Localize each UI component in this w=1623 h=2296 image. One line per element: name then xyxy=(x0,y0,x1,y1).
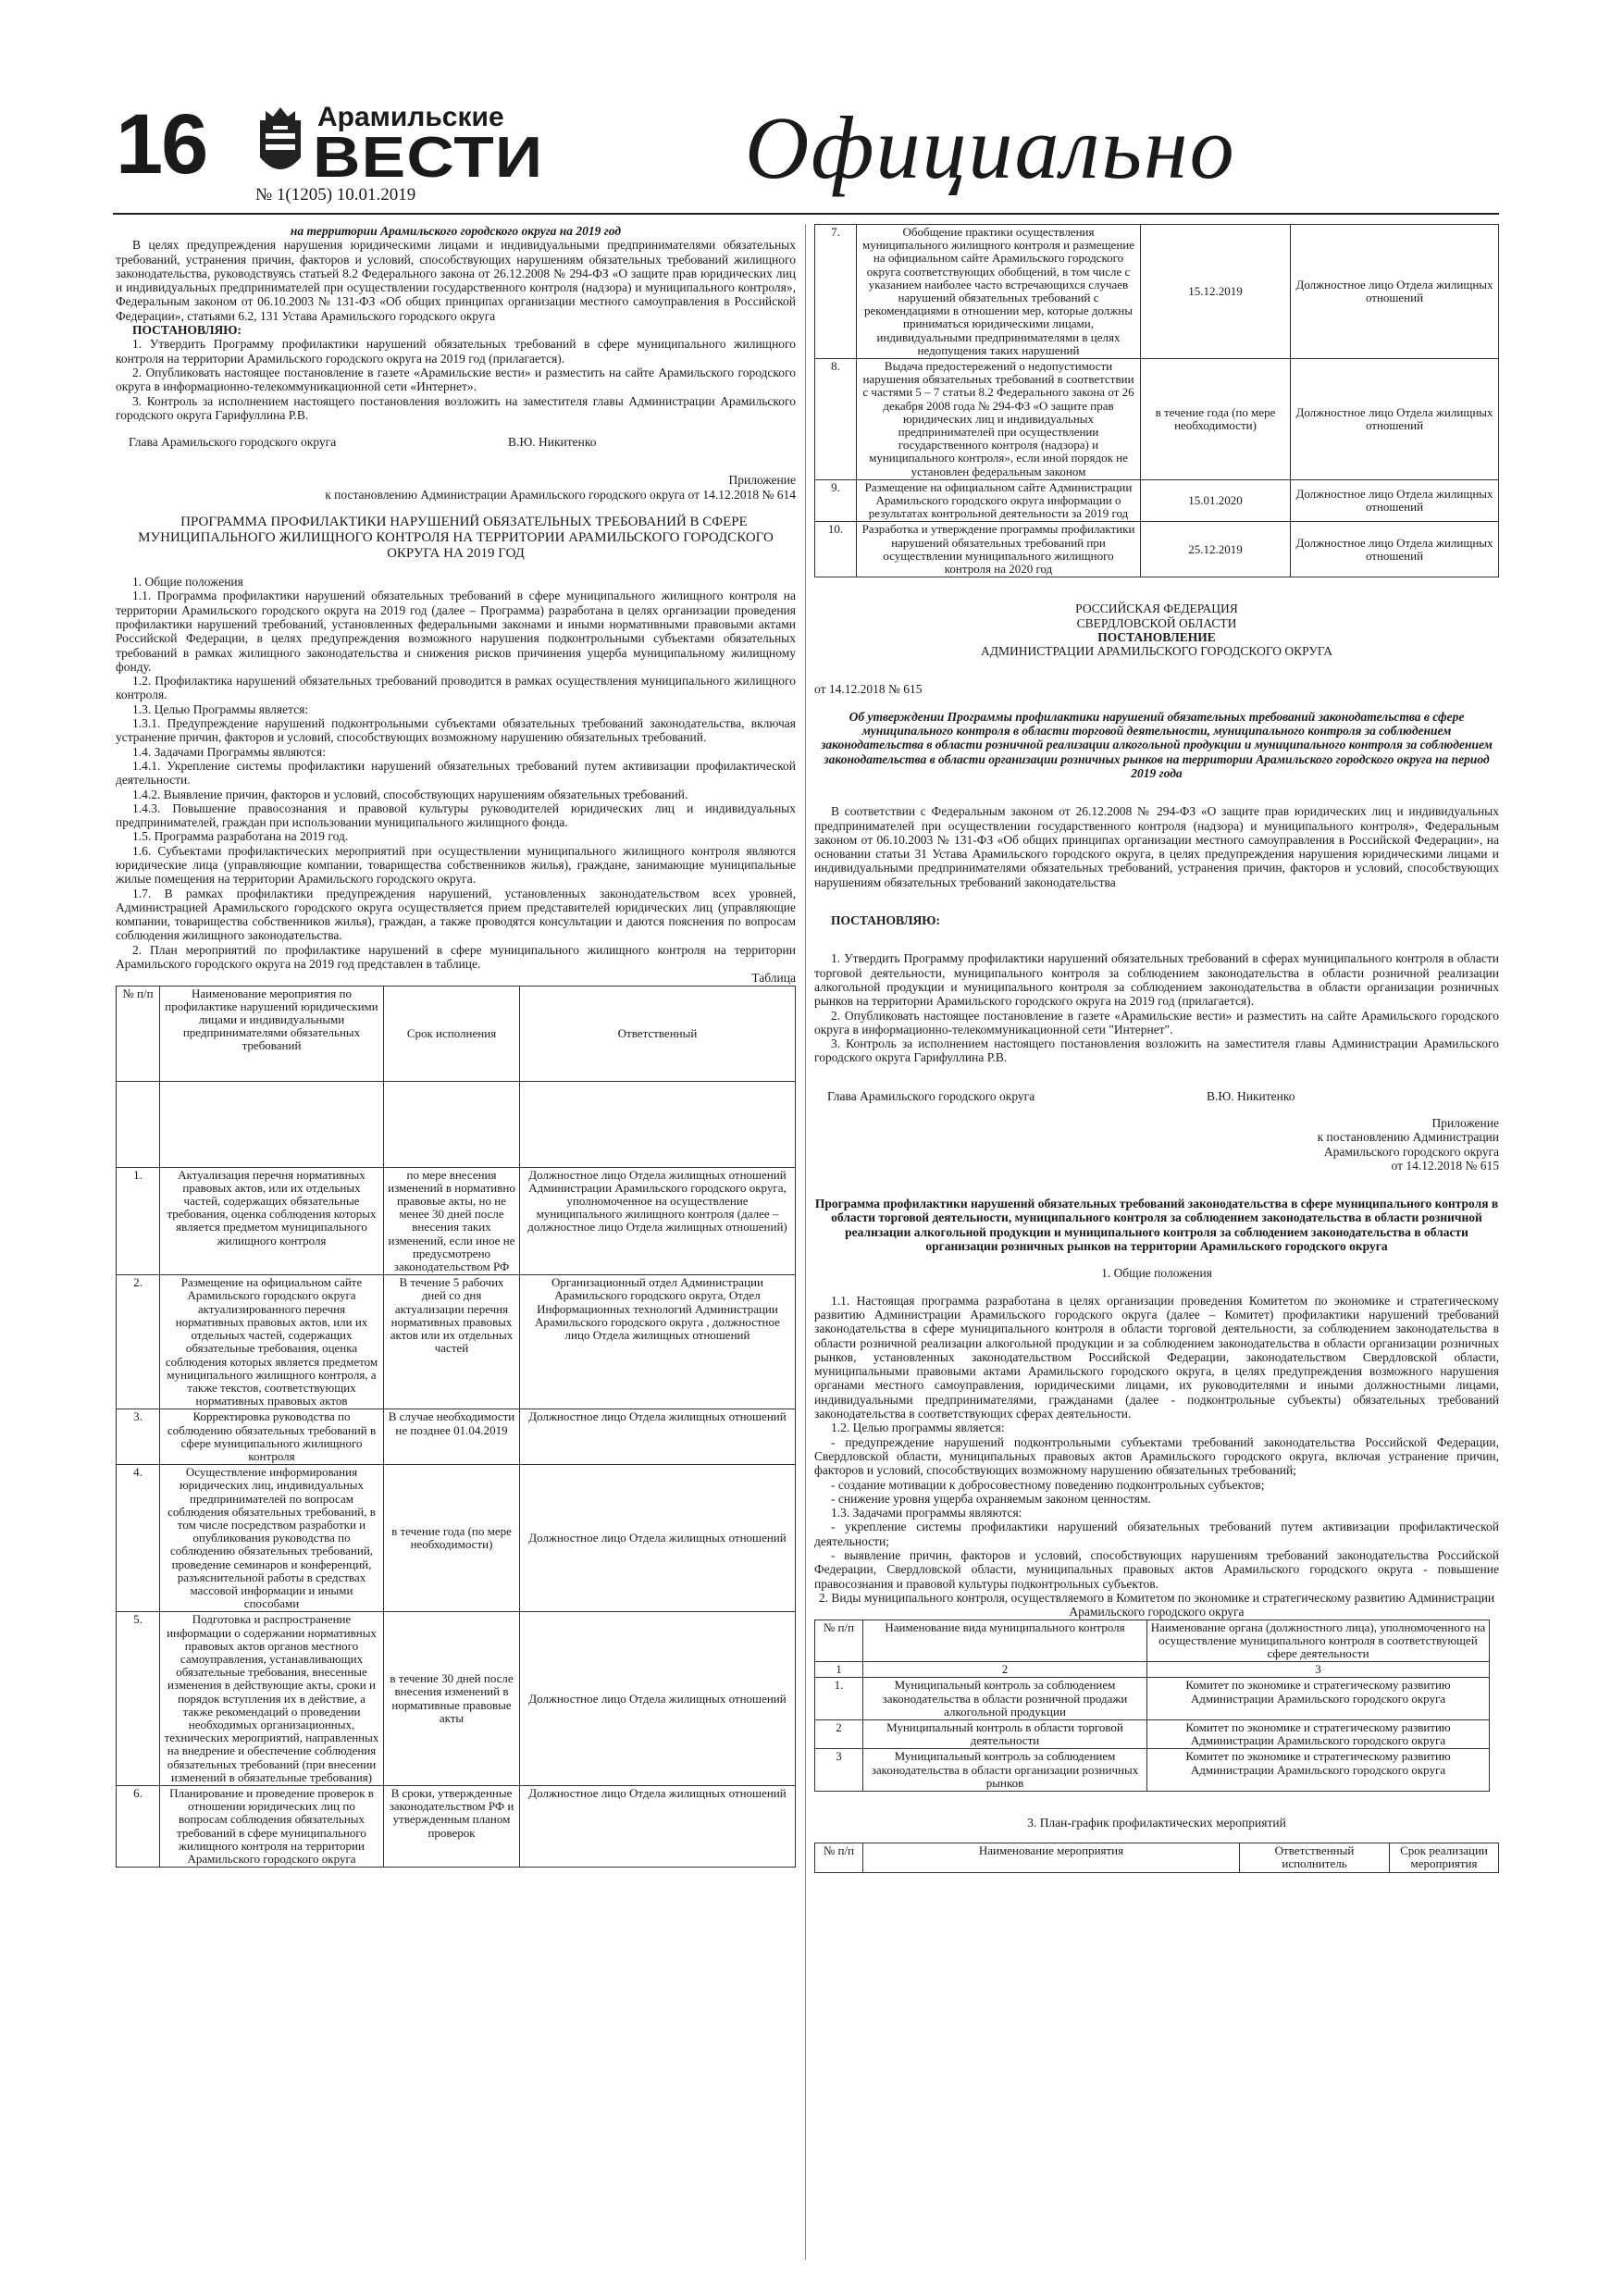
table-cell: Корректировка руководства по соблюдению обязательных требований в сфере муниципального жилищного контроля xyxy=(160,1409,384,1465)
intro-body: В целях предупреждения нарушения юридическими лицами и индивидуальными предпринимателями обязательных требований, устранения причин, факторов и условий, способствующих нарушениям обязательных требований жилищного законодательства, руководствуясь статьей 8.2 Федерального закона от 26.12.2008 № 294-ФЗ «О защите прав юридических лиц и индивидуальных предпринимателей при осуществлении государственного контроля (надзора) и муниципального контроля», Федеральным законом от 06.10.2003 № 131-ФЗ «Об общих принципах организации местного самоуправления в Российской Федерации», статьями 6.2, 131 Устава Арамильского городского округа xyxy=(116,238,796,323)
table-cell: В течение 5 рабочих дней со дня актуализации перечня нормативных правовых актов или их отдельных частей xyxy=(384,1275,520,1409)
table-cell: 4. xyxy=(117,1465,160,1612)
table-cell: в течение года (по мере необходимости) xyxy=(384,1465,520,1612)
table-cell: Должностное лицо Отдела жилищных отношений xyxy=(520,1409,796,1465)
paragraph: 1.4. Задачами Программы являются: xyxy=(132,744,326,759)
paragraph: 1.6. Субъектами профилактических мероприятий при осуществлении муниципального жилищного контроля являются юридические лица (управляющие компании, товарищества собственников жилья), граждане, занимающие муниципальные жилые помещения на территории Арамильского городского округа. xyxy=(116,843,796,887)
table-header: Ответственный исполнитель xyxy=(1240,1843,1390,1872)
measures-table xyxy=(116,986,796,1868)
table-cell: Муниципальный контроль за соблюдением законодательства в области организации розничных рынков xyxy=(863,1749,1147,1792)
table-cell: 2 xyxy=(863,1662,1147,1678)
signature-line xyxy=(116,435,796,449)
coat-of-arms-icon xyxy=(253,104,308,183)
sign-position: Глава Арамильского городского округа xyxy=(129,435,337,450)
table-cell: Комитет по экономике и стратегическому развитию Администрации Арамильского городского округа xyxy=(1147,1749,1490,1792)
control-kinds-table xyxy=(814,1620,1490,1792)
table-cell: Должностное лицо Отдела жилищных отношений xyxy=(1291,359,1499,480)
annex-label: Приложение xyxy=(1431,1116,1499,1130)
table-cell: Разработка и утверждение программы профилактики нарушений обязательных требований при осуществлении муниципального жилищного контроля на 2020 год xyxy=(857,522,1141,577)
paragraph: 1.4.3. Повышение правосознания и правовой культуры руководителей юридических лиц и индивидуальных предпринимателей, граждан при использовании муниципального жилищного фонда. xyxy=(116,800,796,830)
doc-title: Об утверждении Программы профилактики нарушений обязательных требований законодательства в сфере муниципального контроля в области торговой деятельности, муниципального контроля за соблюдением законодательства в области розничной реализации алкогольной продукции и муниципального контроля за соблюдением законодательства в области организации розничных рынков на территории Арамильского городского округа на период 2019 года xyxy=(821,709,1493,780)
signature-line xyxy=(814,1089,1499,1103)
table-row xyxy=(117,1275,796,1409)
table-cell: 5. xyxy=(117,1612,160,1786)
table-cell: Должностное лицо Отдела жилищных отношений Администрации Арамильского городского округа, уполномоченное на осуществление муниципального жилищного контроля (далее – должностное лицо Отдела жилищных отношений) xyxy=(520,1167,796,1275)
decree-item: 2. Опубликовать настоящее постановление в газете «Арамильские вести» и разместить на сайте Арамильского городского округа в информационно-телекоммуникационной сети «Интернет». xyxy=(116,365,796,394)
table-row xyxy=(117,1612,796,1786)
table-row xyxy=(117,1081,796,1167)
paragraph: 1.2. Целью программы является: xyxy=(831,1421,1005,1435)
table-cell: 15.12.2019 xyxy=(1141,225,1291,359)
table-cell: В случае необходимости не позднее 01.04.2019 xyxy=(384,1409,520,1465)
table-cell: Комитет по экономике и стратегическому развитию Администрации Арамильского городского округа xyxy=(1147,1678,1490,1720)
paragraph: - укрепление системы профилактики нарушений обязательных требований путем активизации профилактической деятельности; xyxy=(814,1520,1499,1548)
plan-title: 3. План-график профилактических мероприятий xyxy=(1027,1815,1286,1830)
section-heading: 1. Общие положения xyxy=(1101,1266,1212,1281)
paragraph: 2. Виды муниципального контроля, осуществляемого в Комитетом по экономике и стратегическому развитию Администрации Арамильского городского округа xyxy=(818,1590,1495,1620)
paragraph: - предупреждение нарушений подконтрольными субъектами требований законодательства Российской Федерации, Свердловской области, муниципальных правовых актов Арамильского городского округа, включая устранение причин, факторов и условий, способствующих возможному нарушению обязательных требований; xyxy=(814,1434,1499,1478)
annex-ref: к постановлению Администрации Арамильского городского округа от 14.12.2018 № 614 xyxy=(325,487,796,502)
table-row xyxy=(815,1719,1490,1748)
table-row xyxy=(117,1167,796,1275)
page-number: 16 xyxy=(116,97,207,192)
table-label: Таблица xyxy=(751,971,796,986)
authority: АДМИНИСТРАЦИИ АРАМИЛЬСКОГО ГОРОДСКОГО ОКРУГА xyxy=(981,644,1332,659)
table-cell: Должностное лицо Отдела жилищных отношений xyxy=(520,1786,796,1868)
table-row xyxy=(117,1409,796,1465)
paragraph: 1.4.1. Укрепление системы профилактики нарушений обязательных требований путем активизации профилактической деятельности. xyxy=(116,758,796,788)
table-header: Наименование органа (должностного лица), уполномоченного на осуществление муниципального контроля в соответствующей сфере деятельности xyxy=(1147,1620,1490,1662)
decree-item: 2. Опубликовать настоящее постановление в газете «Арамильские вести» и разместить на сайте Арамильского городского округа в информационно-телекоммуникационной сети "Интернет". xyxy=(814,1008,1499,1036)
table-cell: Должностное лицо Отдела жилищных отношений xyxy=(1291,225,1499,359)
table-cell: Размещение на официальном сайте Администрации Арамильского городского округа информации о результатах контрольной деятельности за 2019 год xyxy=(857,479,1141,522)
paper-name: ВЕСТИ xyxy=(313,126,544,190)
table-cell: Муниципальный контроль за соблюдением законодательства в области розничной продажи алкогольной продукции xyxy=(863,1678,1147,1720)
table-cell: в течение года (по мере необходимости) xyxy=(1141,359,1291,480)
table-cell: Выдача предостережений о недопустимости нарушения обязательных требований в соответствии с частями 5 – 7 статьи 8.2 Федерального закона от 26 декабря 2008 года № 294-ФЗ «О защите прав юридических лиц и индивидуальных предпринимателей при осуществлении государственного контроля (надзора) и муниципального контроля», если иной порядок не установлен федеральным законом xyxy=(857,359,1141,480)
paragraph: - выявление причин, факторов и условий, способствующих нарушениям требований законодательства Российской Федерации, Свердловской области, муниципальных правовых актов Арамильского городского округа - повышение правосознания и правовой культуры подконтрольных субъектов. xyxy=(814,1548,1499,1591)
table-cell: 25.12.2019 xyxy=(1141,522,1291,577)
sign-position: Глава Арамильского городского округа xyxy=(827,1088,1035,1103)
decree-word: ПОСТАНОВЛЯЮ: xyxy=(132,323,242,338)
table-cell: Организационный отдел Администрации Арамильского городского округа, Отдел Информационных технологий Администрации Арамильского городского округа , должностное лицо Отдела жилищных отношений xyxy=(520,1275,796,1409)
measures-table-continued xyxy=(814,224,1499,577)
program-body xyxy=(814,1294,1499,1620)
table-header: Наименование вида муниципального контроля xyxy=(863,1620,1147,1662)
table-row xyxy=(117,1465,796,1612)
paragraph: 1.3.1. Предупреждение нарушений подконтрольными субъектами обязательных требований законодательства, включая устранение причин, факторов и условий, способствующих возможному нарушению обязательных требований. xyxy=(116,716,796,745)
paragraph: - создание мотивации к добросовестному поведению подконтрольных субъектов; xyxy=(831,1477,1265,1492)
table-header: Наименование мероприятия xyxy=(863,1843,1240,1872)
table-cell: 6. xyxy=(117,1786,160,1868)
program-title: Программа профилактики нарушений обязательных требований законодательства в сфере муниципального контроля в области торговой деятельности, муниципального контроля за соблюдением законодательства в области розничной реализации алкогольной продукции и муниципального контроля за соблюдением законодательства в области организации розничных рынков на территории Арамильского городского округа xyxy=(814,1197,1499,1254)
table-row xyxy=(815,479,1499,522)
table-cell: по мере внесения изменений в нормативно правовые акты, но не менее 30 дней после внесения таких изменений, если иное не предусмотрено законодательством РФ xyxy=(384,1167,520,1275)
decree-word: ПОСТАНОВЛЯЮ: xyxy=(831,913,940,928)
table-cell: Подготовка и распространение информации о содержании нормативных правовых актов органов местного самоуправления, устанавливающих обязательные требования, внесенные изменения в действующие акты, сроки и порядок вступления их в действие, а также рекомендаций о проведении необходимых организационных, технических мероприятий, направленных на внедрение и обеспечение соблюдения обязательных требований (при внесении изменений в обязательные требования) xyxy=(160,1612,384,1786)
paper-name-small: Арамильские xyxy=(317,102,504,132)
table-cell xyxy=(160,1081,384,1167)
table-cell: Должностное лицо Отдела жилищных отношений xyxy=(1291,479,1499,522)
table-cell: 2. xyxy=(117,1275,160,1409)
table-cell xyxy=(117,1081,160,1167)
table-cell: 10. xyxy=(815,522,857,577)
annex-line: от 14.12.2018 № 615 xyxy=(1391,1158,1499,1173)
date-number: от 14.12.2018 № 615 xyxy=(814,682,923,697)
decree-item: 3. Контроль за исполнением настоящего постановления возложить на заместителя главы Администрации Арамильского городского округа Гарифуллина Р.В. xyxy=(814,1036,1499,1065)
table-header: Наименование мероприятия по профилактике нарушений юридическими лицами и индивидуальными предпринимателями обязательных требований xyxy=(160,986,384,1081)
decree-item: 1. Утвердить Программу профилактики нарушений обязательных требований в сферах муниципального контроля в области торговой деятельности, муниципального контроля за соблюдением законодательства в области розничной реализации алкогольной продукции и муниципального контроля за соблюдением законодательства в области организации розничных рынков на территории Арамильского городского округа на 2019 год (прилагается). xyxy=(814,951,1499,1009)
header-rule xyxy=(113,213,1499,215)
paragraph: 1.7. В рамках профилактики предупреждения нарушений, установленных законодательством всех уровней, Администрацией Арамильского городского округа осуществляется прием представителей юридических лиц (управляющие компании, товарищества собственников жилья), граждан, а также проводятся консультации и даются пояснения по вопросам соблюдения жилищного законодательства. xyxy=(116,886,796,943)
table-cell: Должностное лицо Отдела жилищных отношений xyxy=(520,1612,796,1786)
paragraph: 2. План мероприятий по профилактике нарушений в сфере муниципального жилищного контроля на территории Арамильского городского округа на 2019 год представлен в таблице. xyxy=(116,942,796,972)
table-cell: 3 xyxy=(1147,1662,1490,1678)
column-divider xyxy=(805,224,806,2260)
plan-table xyxy=(814,1843,1499,1872)
preamble: В соответствии с Федеральным законом от 26.12.2008 № 294-ФЗ «О защите прав юридических лиц и индивидуальных предпринимателей при осуществлении государственного контроля (надзора) и муниципального контроля», Федеральным законом от 06.10.2003 № 131-ФЗ «Об общих принципах организации местного самоуправления в Российской Федерации», на основании статьи 31 Устава Арамильского городского округа, в целях предупреждения нарушения юридическими лицами и индивидуальными предпринимателями обязательных требований, устранения причин, факторов и условий, способствующих нарушениям обязательных требований законодательства xyxy=(814,804,1499,889)
table-cell: 1 xyxy=(815,1662,863,1678)
paragraph: 1.1. Настоящая программа разработана в целях организации проведения Комитетом по экономике и стратегическому развитию Администрации Арамильского городского округа (далее – Комитет) профилактики нарушений требований законодательства в сфере муниципального контроля в области торговой деятельности, за соблюдением законодательства в области розничной реализации алкогольной продукции и за соблюдением законодательства в области организации розничных рынков, установленных законодательством Российской Федерации, законодательством Свердловской области, муниципальными правовыми актами Арамильского городского округа, в целях предупреждения возможного нарушения органами местного самоуправления, юридическими лицами, их руководителями и иными должностными лицами, индивидуальными предпринимателями, гражданами (далее - подконтрольные субъекты) обязательных требований законодательства в соответствующих сферах деятельности. xyxy=(814,1293,1499,1421)
table-header: № п/п xyxy=(815,1843,863,1872)
table-cell: 15.01.2020 xyxy=(1141,479,1291,522)
paragraph: 1. Общие положения xyxy=(132,575,243,590)
decree-item: 3. Контроль за исполнением настоящего постановления возложить на заместителя главы Администрации Арамильского городского округа Гарифуллина Р.В. xyxy=(116,393,796,422)
table-row xyxy=(815,1678,1490,1720)
left-column xyxy=(116,224,796,1868)
table-cell: в течение 30 дней после внесения изменений в нормативные правовые акты xyxy=(384,1612,520,1786)
table-cell: Комитет по экономике и стратегическому развитию Администрации Арамильского городского округа xyxy=(1147,1719,1490,1748)
paragraph: 1.3. Целью Программы является: xyxy=(132,701,309,716)
table-cell xyxy=(384,1081,520,1167)
right-column xyxy=(814,224,1499,1873)
table-row xyxy=(815,522,1499,577)
table-cell: Муниципальный контроль в области торговой деятельности xyxy=(863,1719,1147,1748)
paragraph: 1.1. Программа профилактики нарушений обязательных требований в сфере муниципального жилищного контроля на территории Арамильского городского округа на 2019 год (далее – Программа) разработана в целях организации проведения профилактики нарушений требований, установленных федеральными законами и иными нормативными правовыми актами Российской Федерации, в целях предупреждения возможного нарушения подконтрольными субъектами обязательных требований в рамках жилищного законодательства и снижения рисков причинения ущерба муниципальному жилищному фонду. xyxy=(116,589,796,674)
table-row xyxy=(815,359,1499,480)
table-cell: Должностное лицо Отдела жилищных отношений xyxy=(520,1465,796,1612)
table-header: Срок реализации мероприятия xyxy=(1390,1843,1499,1872)
table-header-row xyxy=(815,1843,1499,1872)
table-row xyxy=(815,225,1499,359)
table-header: № п/п xyxy=(815,1620,863,1662)
table-cell: 1. xyxy=(815,1678,863,1720)
program-body xyxy=(116,575,796,971)
table-cell: Размещение на официальном сайте Арамильского городского округа актуализированного перечня нормативных правовых актов, или их отдельных частей, содержащих обязательные требования, оценка соблюдения которых является предметом муниципального жилищного контроля, а также текстов, соответствующих нормативных правовых актов xyxy=(160,1275,384,1409)
table-header: Срок исполнения xyxy=(384,986,520,1081)
table-row xyxy=(117,1786,796,1868)
paragraph: 1.4.2. Выявление причин, факторов и условий, способствующих нарушениям обязательных требований. xyxy=(132,787,688,801)
table-cell: 8. xyxy=(815,359,857,480)
doc-type: ПОСТАНОВЛЕНИЕ xyxy=(1097,629,1216,644)
table-header-row xyxy=(117,986,796,1081)
annex-line: Арамильского городского округа xyxy=(1323,1144,1499,1159)
table-row xyxy=(815,1749,1490,1792)
section-title: Официально xyxy=(745,98,1236,197)
table-cell xyxy=(520,1081,796,1167)
table-cell: Должностное лицо Отдела жилищных отношений xyxy=(1291,522,1499,577)
table-cell: В сроки, утвержденные законодательством РФ и утвержденным планом проверок xyxy=(384,1786,520,1868)
decree-item: 1. Утвердить Программу профилактики нарушений обязательных требований в сфере муниципального жилищного контроля на территории Арамильского городского округа на 2019 год (прилагается). xyxy=(116,337,796,366)
region: СВЕРДЛОВСКОЙ ОБЛАСТИ xyxy=(1076,615,1237,630)
table-cell: Планирование и проведение проверок в отношении юридических лиц по вопросам соблюдения обязательных требований в сфере муниципального жилищного контроля на территории Арамильского городского округа xyxy=(160,1786,384,1868)
table-cell: 2 xyxy=(815,1719,863,1748)
table-cell: Актуализация перечня нормативных правовых актов, или их отдельных частей, содержащих обязательные требования, оценка соблюдения которых является предметом муниципального жилищного контроля xyxy=(160,1167,384,1275)
paragraph: - снижение уровня ущерба охраняемым законом ценностям. xyxy=(831,1491,1151,1506)
country: РОССИЙСКАЯ ФЕДЕРАЦИЯ xyxy=(1075,602,1238,616)
paragraph: 1.3. Задачами программы являются: xyxy=(831,1506,1022,1520)
table-cell: 1. xyxy=(117,1167,160,1275)
page-header xyxy=(0,0,1623,222)
sign-name: В.Ю. Никитенко xyxy=(508,435,597,450)
issue-number: № 1(1205) 10.01.2019 xyxy=(255,185,416,205)
table-header: № п/п xyxy=(117,986,160,1081)
table-header-row xyxy=(815,1620,1490,1662)
table-cell: 3. xyxy=(117,1409,160,1465)
intro-title: на территории Арамильского городского округа на 2019 год xyxy=(290,224,622,238)
paragraph: 1.2. Профилактика нарушений обязательных требований проводится в рамках осуществления муниципального жилищного контроля. xyxy=(116,674,796,702)
annex-line: к постановлению Администрации xyxy=(1317,1130,1499,1145)
table-cell: 3 xyxy=(815,1749,863,1792)
table-cell: Осуществление информирования юридических лиц, индивидуальных предпринимателей по вопросам соблюдения обязательных требований, в том числе посредством разработки и опубликования руководства по соблюдению обязательных требований, проведение семинаров и конференций, разъяснительной работы в средствах массовой информации и иными способами xyxy=(160,1465,384,1612)
sign-name: В.Ю. Никитенко xyxy=(1207,1088,1295,1103)
table-cell: Обобщение практики осуществления муниципального жилищного контроля и размещение на официальном сайте Арамильского городского округа соответствующих обобщений, в том числе с указанием наиболее часто встречающихся случаев нарушений обязательных требований с рекомендациями в отношении мер, которые должны приниматься юридическими лицами, индивидуальными предпринимателями в целях недопущения таких нарушений xyxy=(857,225,1141,359)
paragraph: 1.5. Программа разработана на 2019 год. xyxy=(132,829,349,844)
table-cell: 9. xyxy=(815,479,857,522)
table-row xyxy=(815,1662,1490,1678)
program-title: ПРОГРАММА ПРОФИЛАКТИКИ НАРУШЕНИЙ ОБЯЗАТЕЛЬНЫХ ТРЕБОВАНИЙ В СФЕРЕ МУНИЦИПАЛЬНОГО ЖИЛИЩНОГО КОНТРОЛЯ НА ТЕРРИТОРИИ АРАМИЛЬСКОГО ГОРОДСКОГО ОКРУГА НА 2019 ГОД xyxy=(138,515,774,562)
annex-label: Приложение xyxy=(728,473,796,488)
table-cell: 7. xyxy=(815,225,857,359)
table-header: Ответственный xyxy=(520,986,796,1081)
